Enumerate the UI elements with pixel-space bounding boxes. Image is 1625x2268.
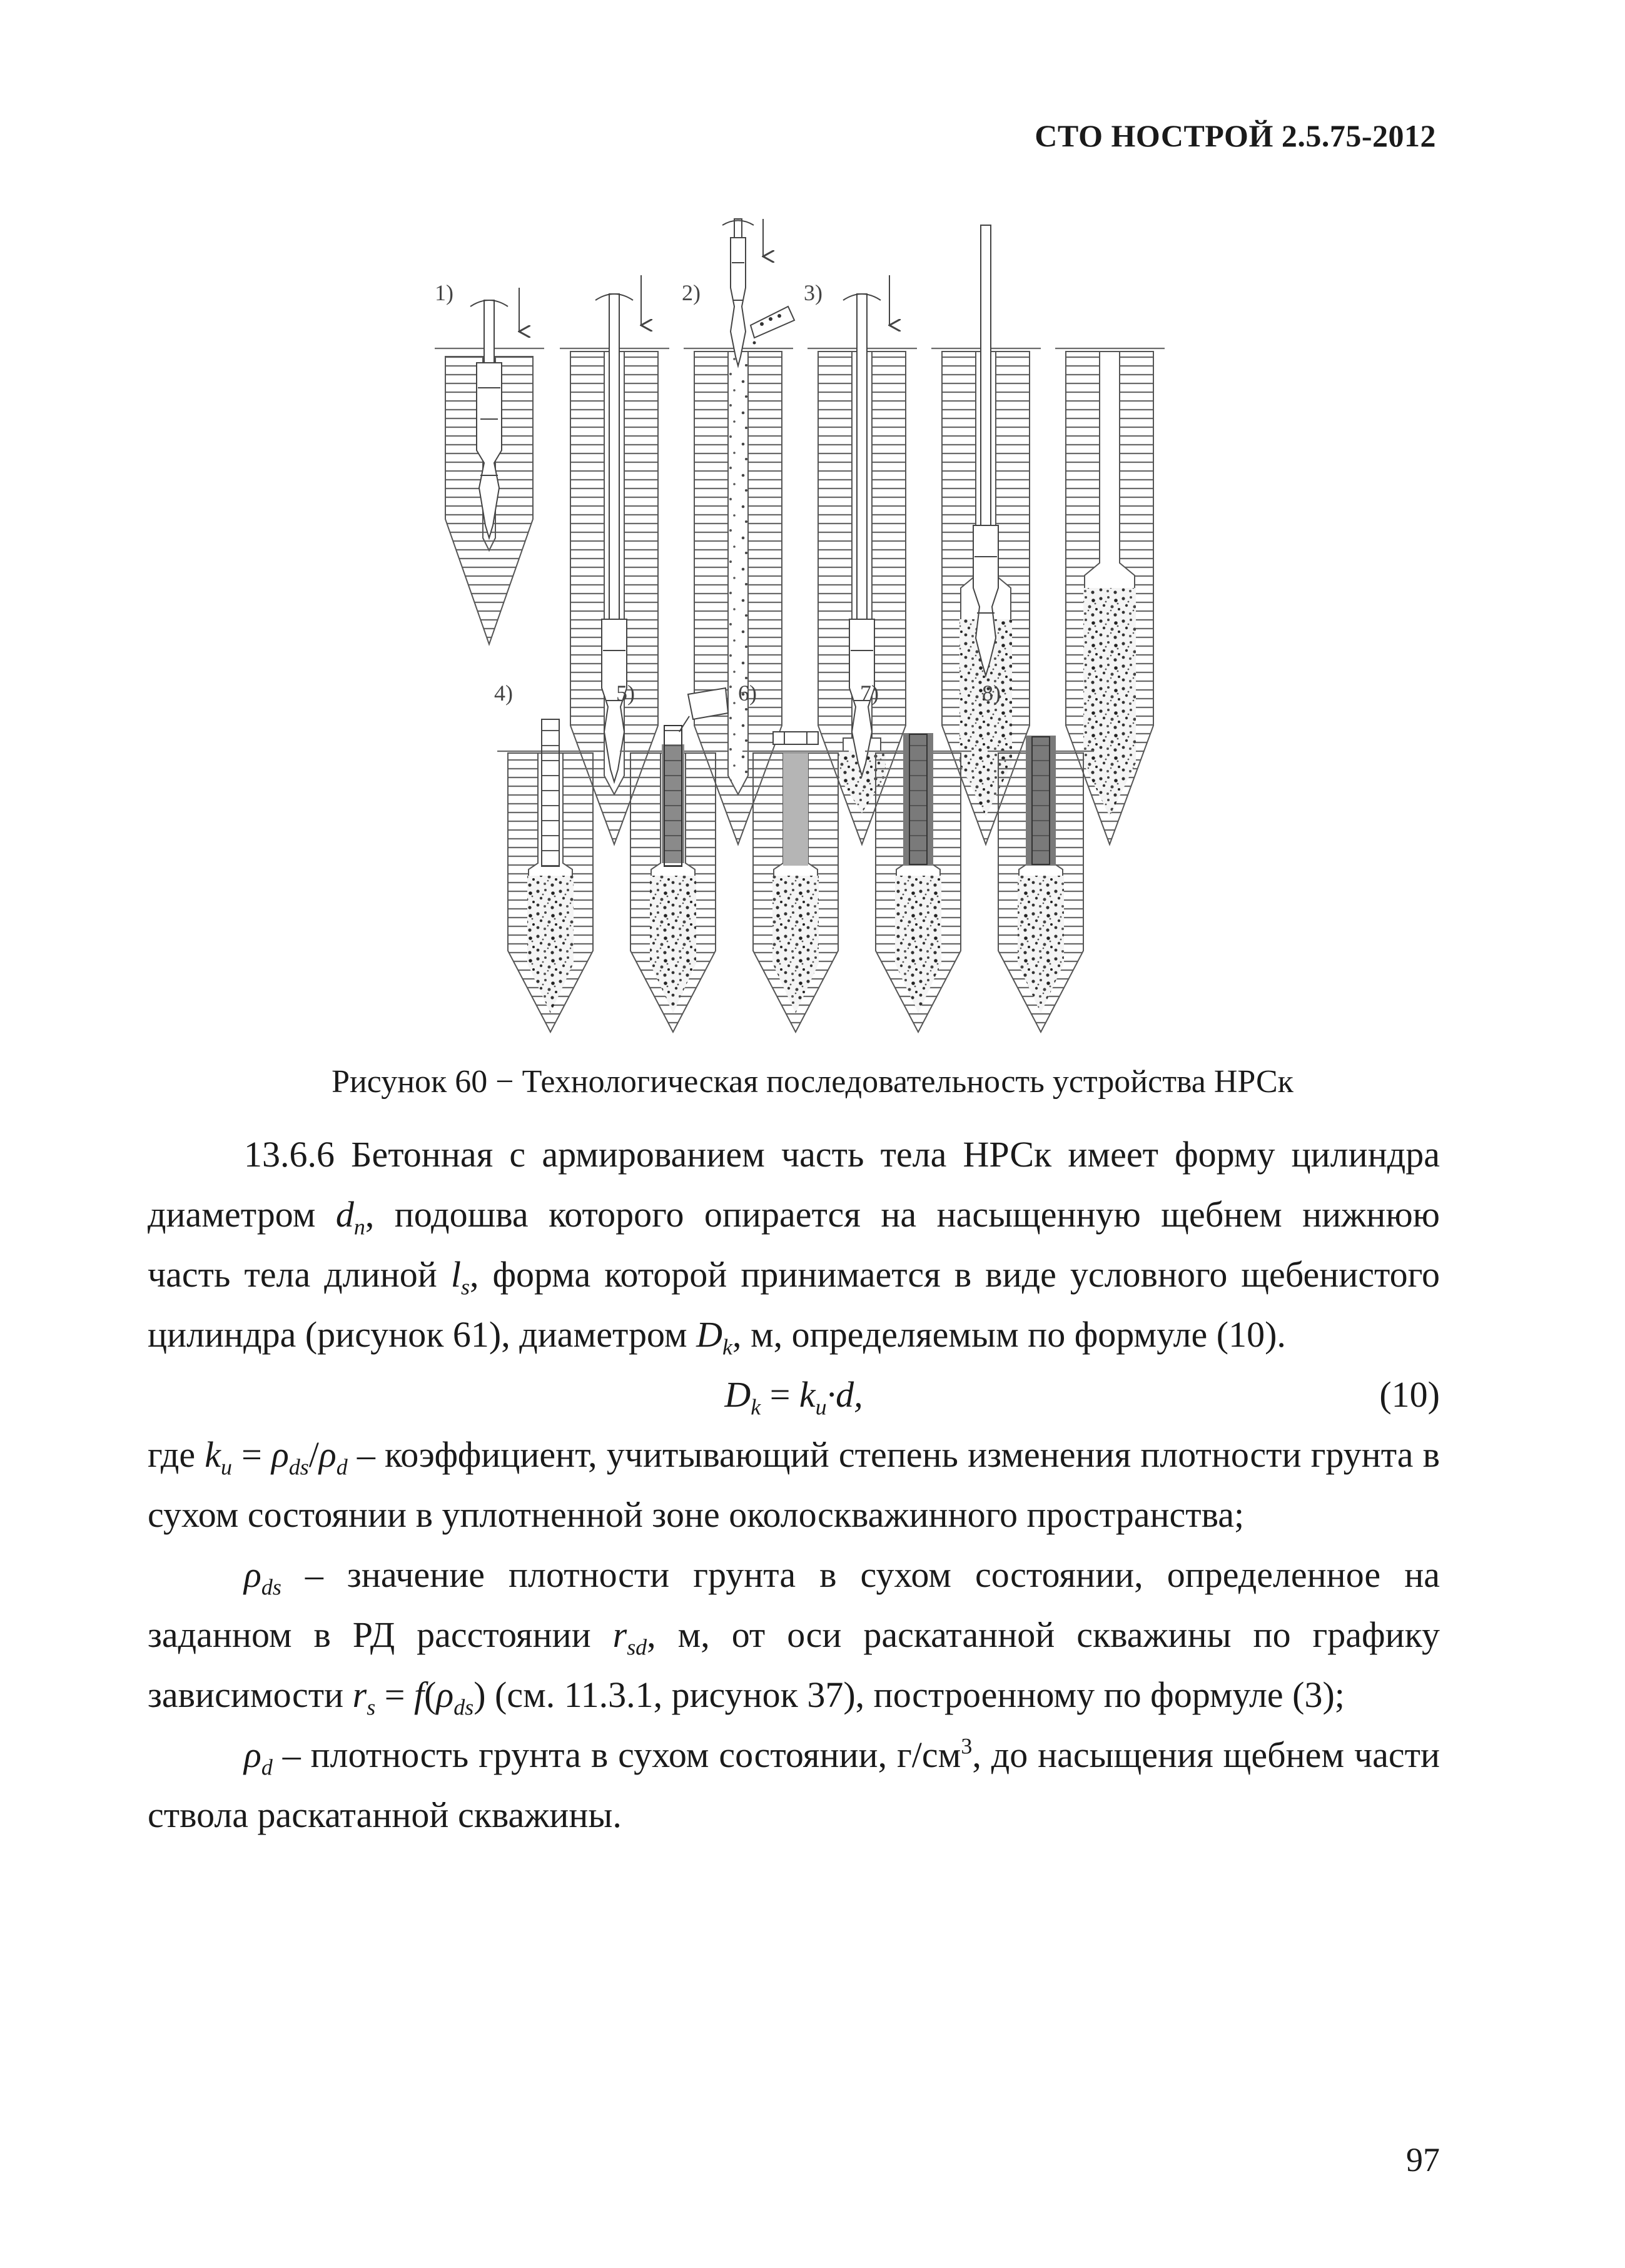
step-label-4: 4) [494,681,513,706]
step-label-7: 7) [860,681,879,706]
paragraph-13-6-6: 13.6.6 Бетонная с армированием часть тела НРСк имеет форму цилиндра диаметром $d_n$, подошва которого опирается на насыщенную щебнем нижнюю часть тела длиной $l_s$, форма которой принимается в виде условного щебенистого цилиндра (рисунок 61), диаметром $D_k$, м, определяемым по формуле (10). [148,1134,1440,1360]
step-label-5: 5) [616,681,635,706]
paragraph-rho-d: $\rho_d$ – плотность грунта в сухом состоянии, $г/см^3$, до насыщения щебнем части ствола раскатанной скважины. [148,1733,1440,1835]
step-label-2: 2) [682,280,701,305]
page-number: 97 [1406,2141,1440,2179]
body-text [148,1125,1440,1845]
step-label-3: 3) [804,280,823,305]
paragraph-where: где $k_u = \rho_{ds}/\rho_d$ – коэффициент, учитывающий степень изменения плотности грунта в сухом состоянии в уплотненной зоне околоскважинного пространства; [148,1434,1440,1535]
figure-60 [400,213,1439,1051]
well-step-1 [435,288,544,644]
step-label-1: 1) [435,280,453,305]
figure-caption: Рисунок 60 − Технологическая последовательность устройства НРСк [332,1064,1293,1100]
document-header: СТО НОСТРОЙ 2.5.75-2012 [1035,118,1436,153]
step-label-6: 6) [738,681,757,706]
well-step-4 [497,719,604,1032]
formula-10: $D_k = k_u\cdot d$, (10) [148,1365,1440,1425]
equation-number: (10) [1379,1374,1440,1415]
well-step-6 [742,732,849,1032]
paragraph-rho-ds: $\rho_{ds}$ – значение плотности грунта в сухом состоянии, определенное на заданном в РД расстоянии $r_{sd}$, м, от оси раскатанной скважины по графику зависимости $r_s = f(\rho_{ds})$ (см. 11.3.1, рисунок 37), построенному по формуле (3); [148,1554,1440,1720]
step-label-8: 8) [982,681,1001,706]
well-step-7 [865,733,971,1032]
well-step-8 [988,736,1094,1032]
